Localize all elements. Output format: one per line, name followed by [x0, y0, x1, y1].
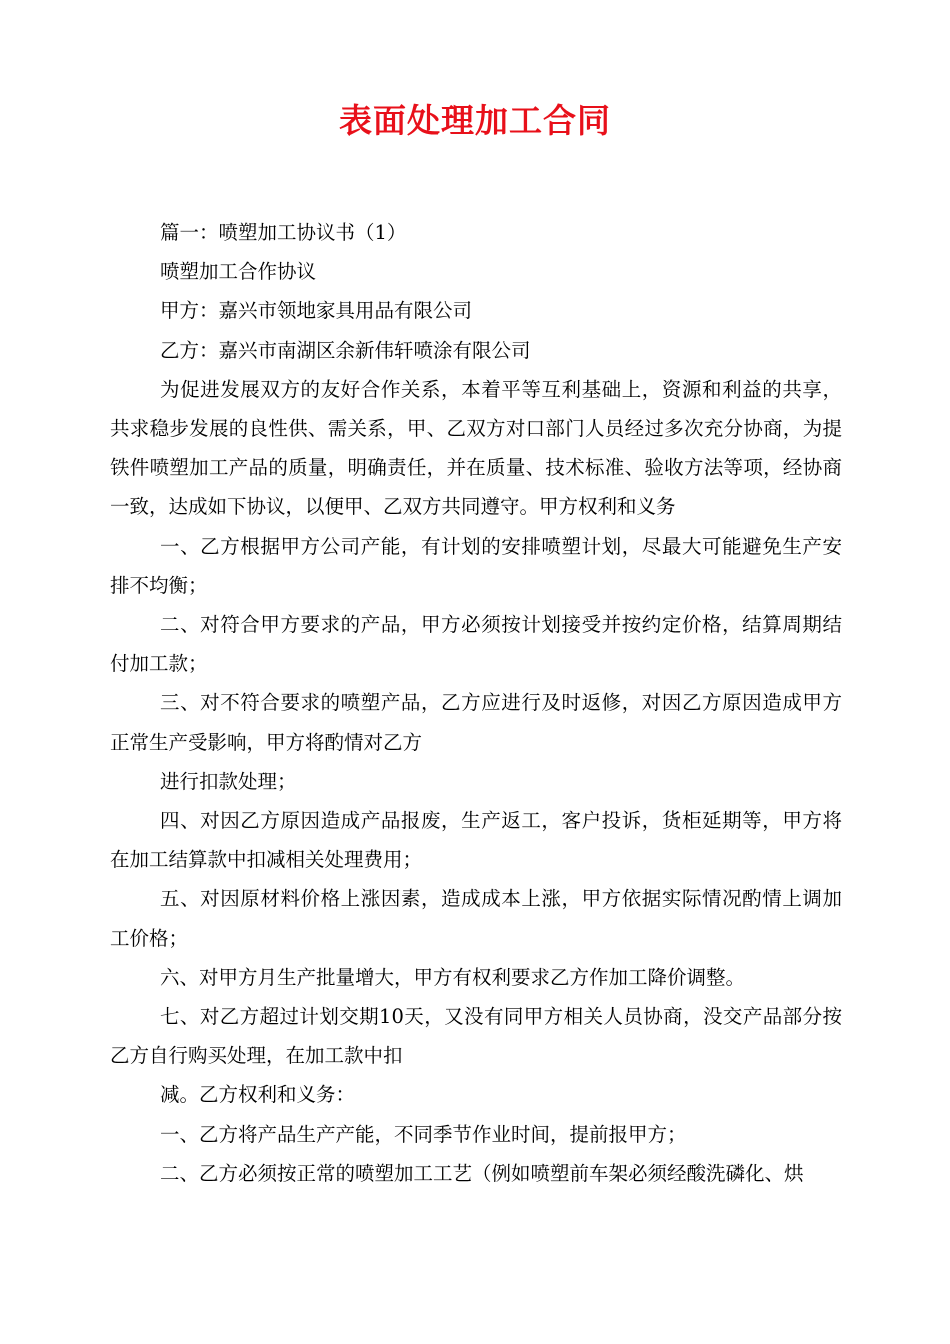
paragraph: 三、对不符合要求的喷塑产品，乙方应进行及时返修，对因乙方原因造成甲方正常生产受影响，甲方将酌情对乙方	[110, 691, 842, 754]
paragraph: 一、乙方将产品生产产能，不同季节作业时间，提前报甲方；	[160, 1122, 687, 1146]
paragraph: 进行扣款处理；	[160, 769, 297, 793]
paragraph: 二、乙方必须按正常的喷塑加工工艺（例如喷塑前车架必须经酸洗磷化、烘	[160, 1161, 804, 1185]
paragraph: 二、对符合甲方要求的产品，甲方必须按计划接受并按约定价格，结算周期结付加工款；	[110, 613, 842, 676]
document-title: 表面处理加工合同	[339, 101, 611, 140]
paragraph: 一、乙方根据甲方公司产能，有计划的安排喷塑计划，尽最大可能避免生产安排不均衡；	[110, 534, 842, 597]
paragraph: 减。乙方权利和义务：	[160, 1083, 356, 1107]
paragraph: 七、对乙方超过计划交期10天，又没有同甲方相关人员协商，没交产品部分按乙方自行购买处理，在加工款中扣	[110, 1005, 842, 1068]
paragraph: 为促进发展双方的友好合作关系，本着平等互利基础上，资源和利益的共享，共求稳步发展的良性供、需关系，甲、乙双方对口部门人员经过多次充分协商，为提铁件喷塑加工产品的质量，明确责任，并在质量、技术标准、验收方法等项，经协商一致，达成如下协议，以便甲、乙双方共同遵守。甲方权利和义务	[110, 377, 842, 519]
paragraph: 喷塑加工合作协议	[160, 260, 317, 284]
paragraph: 乙方：嘉兴市南湖区余新伟轩喷涂有限公司	[160, 338, 531, 362]
paragraph: 四、对因乙方原因造成产品报废，生产返工，客户投诉，货柜延期等，甲方将在加工结算款中扣减相关处理费用；	[110, 809, 842, 872]
document-body	[110, 213, 842, 1193]
paragraph: 五、对因原材料价格上涨因素，造成成本上涨，甲方依据实际情况酌情上调加工价格；	[110, 887, 842, 950]
paragraph: 六、对甲方月生产批量增大，甲方有权利要求乙方作加工降价调整。	[160, 965, 746, 989]
paragraph: 篇一：喷塑加工协议书（1）	[160, 221, 407, 244]
paragraph: 甲方：嘉兴市领地家具用品有限公司	[160, 299, 473, 323]
